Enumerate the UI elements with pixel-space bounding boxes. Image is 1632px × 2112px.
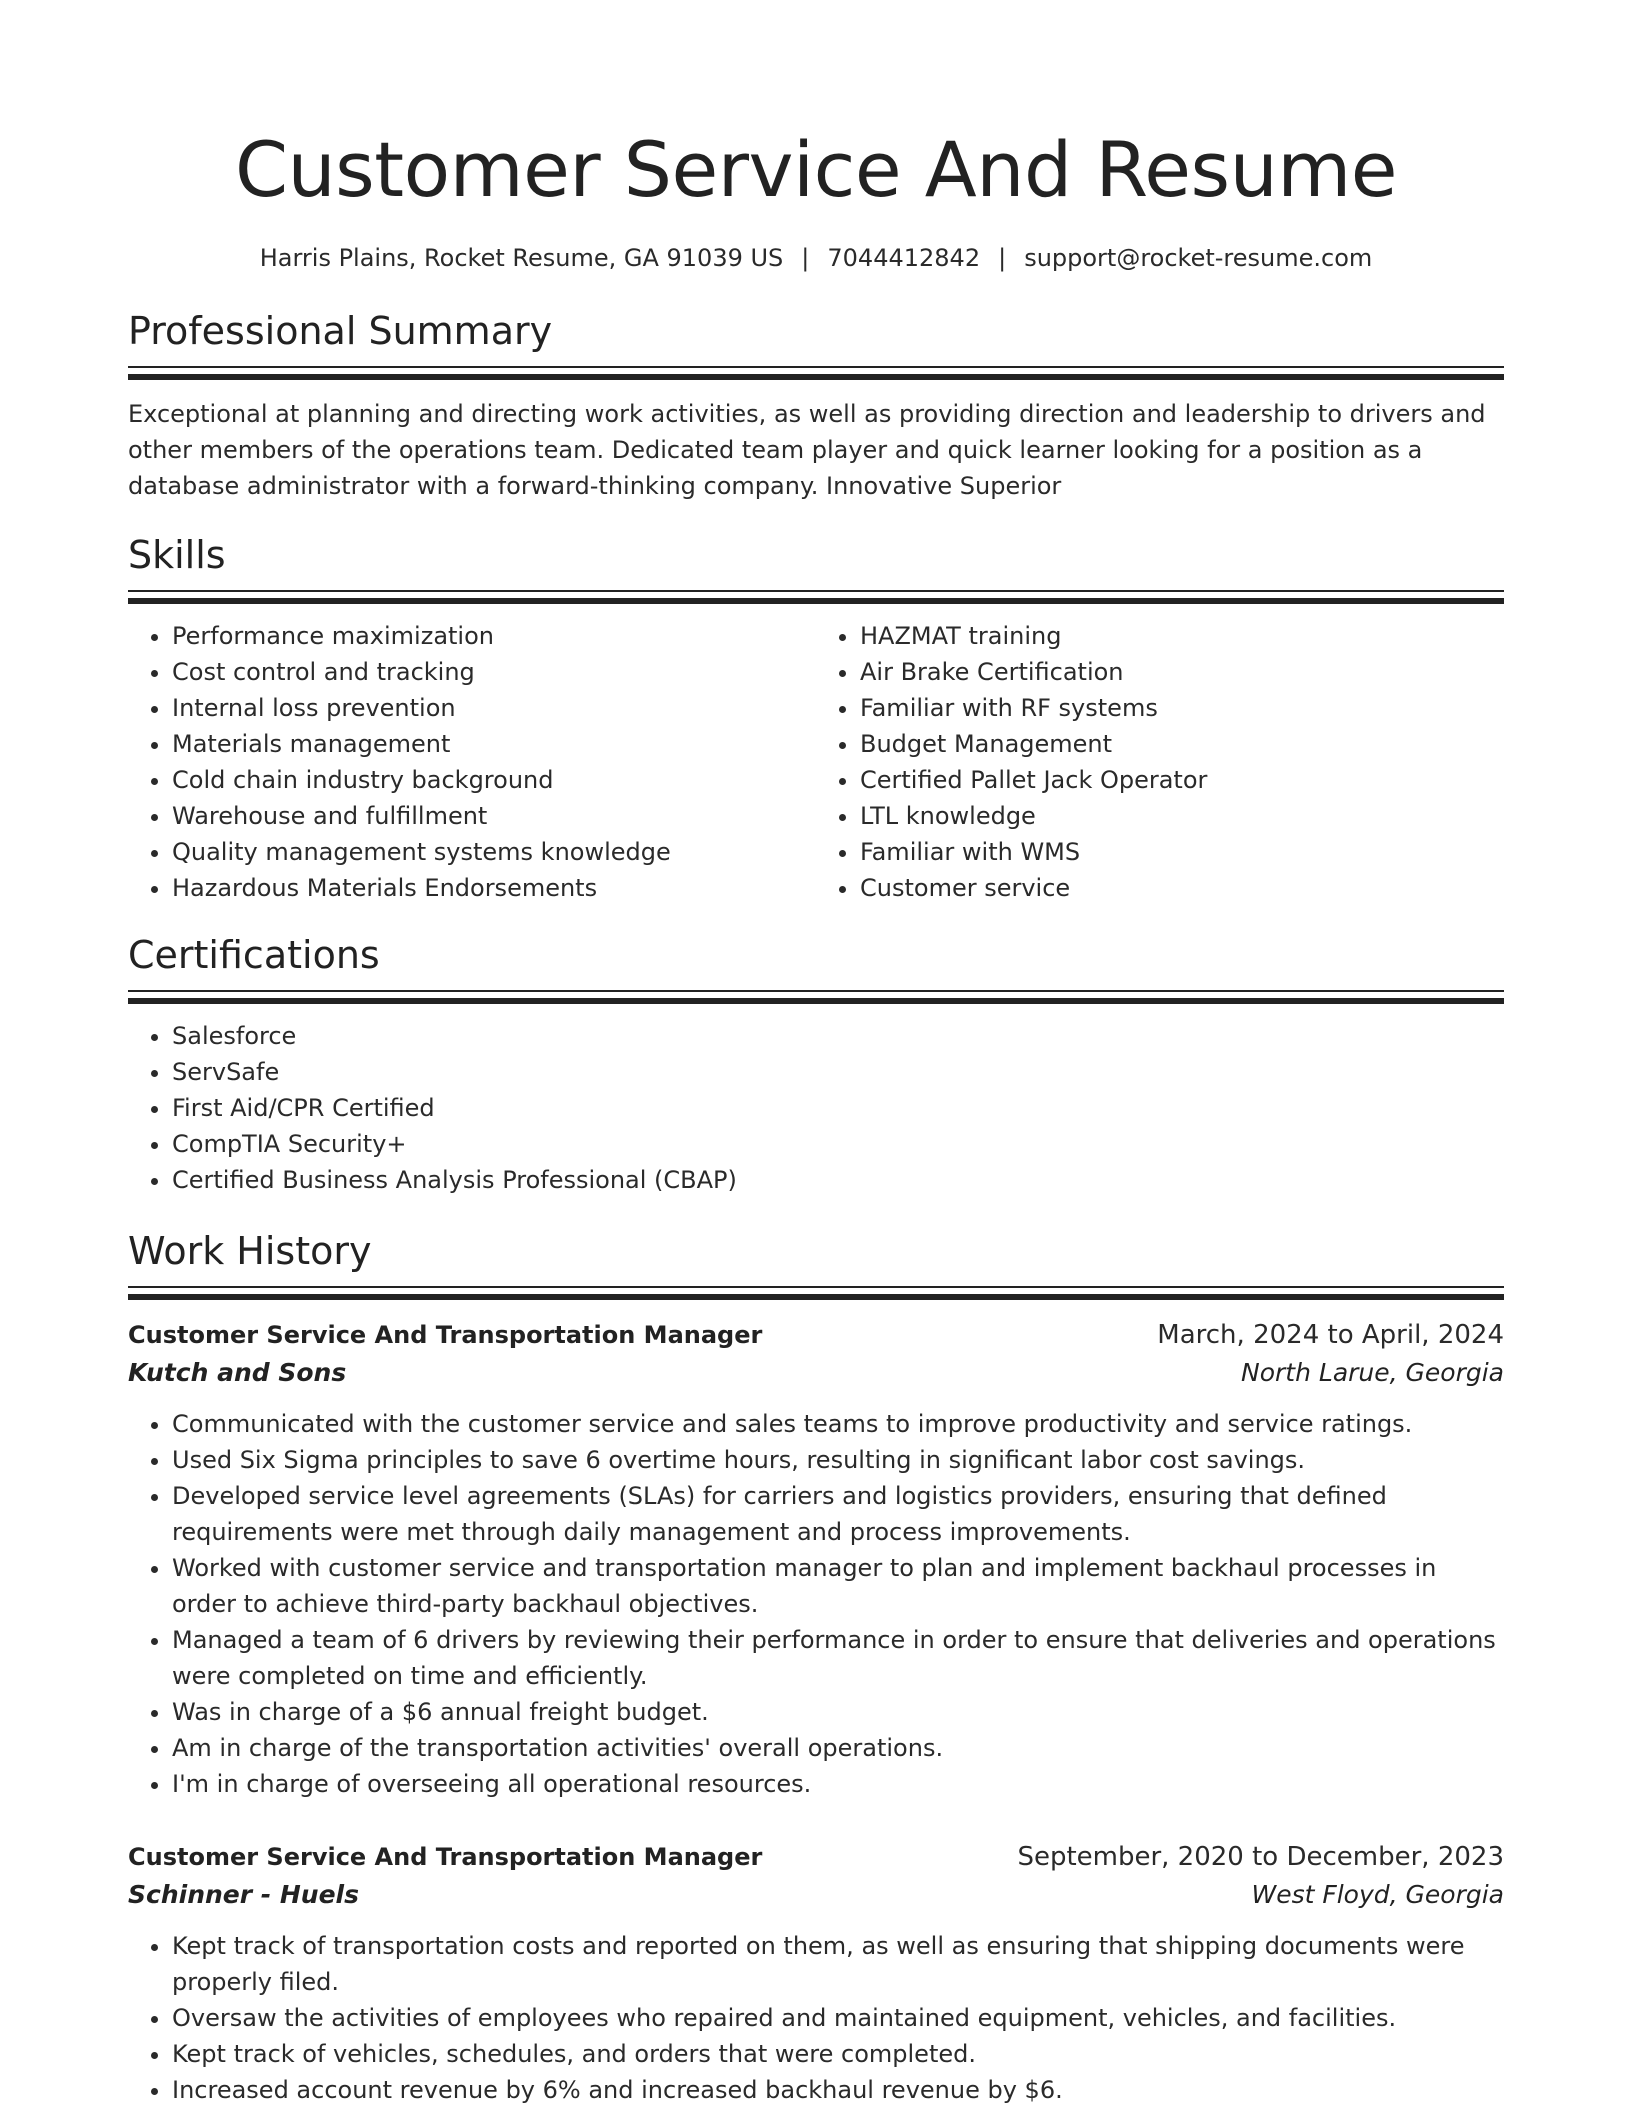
job-bullet: • I'm in charge of overseeing all operational resources.: [172, 1766, 1504, 1802]
skill-item: • Hazardous Materials Endorsements: [172, 870, 816, 906]
skill-item: • Quality management systems knowledge: [172, 834, 816, 870]
job-bullet: • Was in charge of a $6 annual freight budget.: [172, 1694, 1504, 1730]
job-bullets: [128, 1406, 1504, 1802]
summary-section: [128, 306, 1504, 504]
job-location: West Floyd, Georgia: [1251, 1880, 1504, 1909]
skill-item: • Materials management: [172, 726, 816, 762]
skill-item: • Air Brake Certification: [860, 654, 1504, 690]
certification-item: • Certified Business Analysis Professional (CBAP): [172, 1162, 1504, 1198]
certification-item: • ServSafe: [172, 1054, 1504, 1090]
skills-section: [128, 530, 1504, 906]
job-bullet: • Kept track of vehicles, schedules, and orders that were completed.: [172, 2036, 1504, 2072]
skill-item: • LTL knowledge: [860, 798, 1504, 834]
skill-item: • Cold chain industry background: [172, 762, 816, 798]
section-title-work-history: Work History: [128, 1229, 372, 1273]
job-bullet: • Am in charge of the transportation activities' overall operations.: [172, 1730, 1504, 1766]
skills-list-left: [128, 618, 816, 906]
section-divider: [128, 366, 1504, 380]
contact-email: support@rocket-resume.com: [1024, 244, 1373, 272]
contact-separator: |: [801, 244, 810, 272]
skill-item: • Familiar with WMS: [860, 834, 1504, 870]
job-location: North Larue, Georgia: [1241, 1358, 1504, 1387]
certification-item: • CompTIA Security+: [172, 1126, 1504, 1162]
skill-item: • Certified Pallet Jack Operator: [860, 762, 1504, 798]
contact-phone: 7044412842: [827, 244, 981, 272]
job-bullet: • Managed a team of 6 drivers by reviewing their performance in order to ensure that deliveries and operations were completed on time and efficiently.: [172, 1622, 1504, 1694]
skill-item: • HAZMAT training: [860, 618, 1504, 654]
certifications-section: [128, 930, 1504, 1198]
job-bullet: • Worked with customer service and transportation manager to plan and implement backhaul processes in order to achieve third-party backhaul objectives.: [172, 1550, 1504, 1622]
job-subheader: [128, 1876, 1504, 1914]
skills-list-right: [816, 618, 1504, 906]
job-bullet: • Used Six Sigma principles to save 6 overtime hours, resulting in significant labor cost savings.: [172, 1442, 1504, 1478]
work-history-section: [128, 1226, 1504, 2108]
job-header: [128, 1316, 1504, 1354]
section-title-summary: Professional Summary: [128, 309, 553, 353]
job-bullet: • Developed service level agreements (SLAs) for carriers and logistics providers, ensuring that defined requirements were met through daily management and process improvements.: [172, 1478, 1504, 1550]
skills-columns: [128, 618, 1504, 906]
resume-page: [128, 0, 1504, 2108]
summary-text: Exceptional at planning and directing work activities, as well as providing direction and leadership to drivers and other members of the operations team. Dedicated team player and quick learner looking for a position as a database administrator with a forward-thinking company. Innovative Superior: [128, 400, 1486, 500]
job-bullet: • Communicated with the customer service and sales teams to improve productivity and service ratings.: [172, 1406, 1504, 1442]
section-title-certifications: Certifications: [128, 933, 380, 977]
job-entry: [128, 1316, 1504, 1802]
contact-line: [128, 242, 1504, 274]
job-bullet: • Kept track of transportation costs and reported on them, as well as ensuring that shipping documents were properly filed.: [172, 1928, 1504, 2000]
section-divider: [128, 990, 1504, 1004]
job-dates: March, 2024 to April, 2024: [1157, 1320, 1504, 1350]
section-divider: [128, 1286, 1504, 1300]
job-dates: September, 2020 to December, 2023: [1017, 1842, 1504, 1872]
job-entry: [128, 1838, 1504, 2108]
resume-name: Customer Service And Resume: [234, 125, 1398, 214]
job-subheader: [128, 1354, 1504, 1392]
section-divider: [128, 590, 1504, 604]
skill-item: • Customer service: [860, 870, 1504, 906]
contact-address: Harris Plains, Rocket Resume, GA 91039 US: [259, 244, 784, 272]
skill-item: • Performance maximization: [172, 618, 816, 654]
job-bullets: [128, 1928, 1504, 2108]
skill-item: • Familiar with RF systems: [860, 690, 1504, 726]
job-company: Schinner - Huels: [128, 1880, 359, 1909]
skill-item: • Internal loss prevention: [172, 690, 816, 726]
contact-separator: |: [998, 244, 1007, 272]
skill-item: • Budget Management: [860, 726, 1504, 762]
section-title-skills: Skills: [128, 533, 226, 577]
job-header: [128, 1838, 1504, 1876]
job-title: Customer Service And Transportation Manager: [128, 1843, 763, 1871]
job-bullet: • Increased account revenue by 6% and increased backhaul revenue by $6.: [172, 2072, 1504, 2108]
certification-item: • Salesforce: [172, 1018, 1504, 1054]
job-company: Kutch and Sons: [128, 1358, 347, 1387]
skill-item: • Cost control and tracking: [172, 654, 816, 690]
job-bullet: • Oversaw the activities of employees who repaired and maintained equipment, vehicles, and facilities.: [172, 2000, 1504, 2036]
certifications-list: [128, 1018, 1504, 1198]
certification-item: • First Aid/CPR Certified: [172, 1090, 1504, 1126]
skill-item: • Warehouse and fulfillment: [172, 798, 816, 834]
job-title: Customer Service And Transportation Manager: [128, 1321, 763, 1349]
